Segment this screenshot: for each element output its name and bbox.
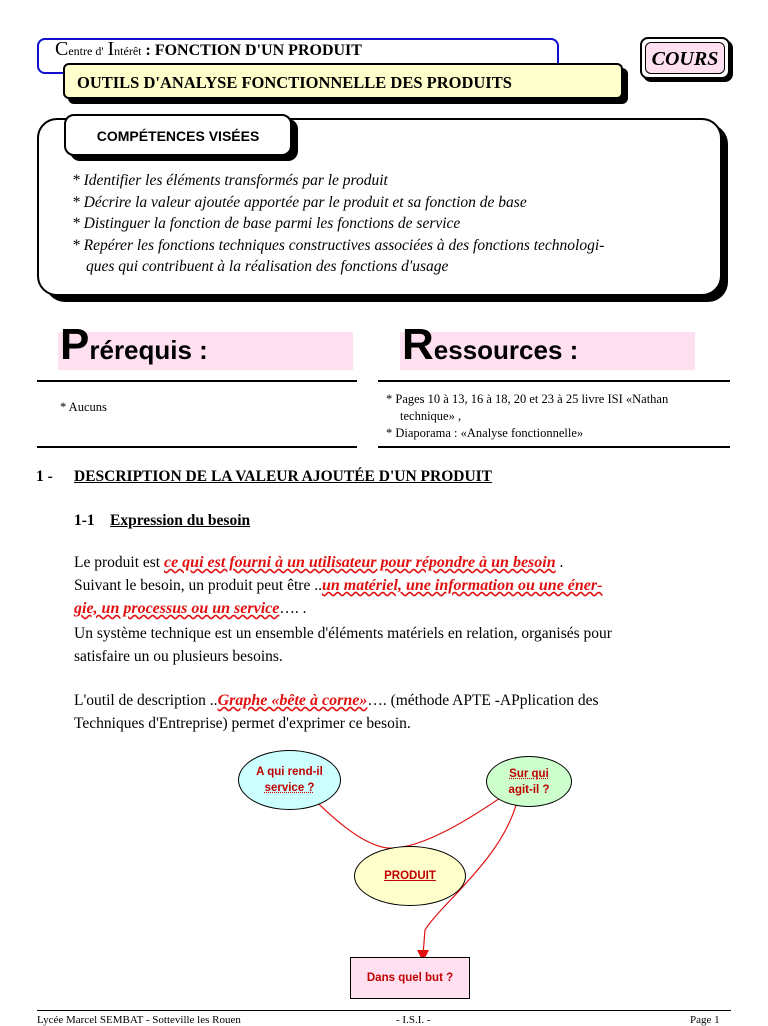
competence-item: ques qui contribuent à la réalisation des fonctions d'usage (86, 258, 449, 275)
answer-text: Graphe «bête à corne» (217, 692, 368, 709)
answer-text: un matériel, une information ou une éner- (321, 577, 603, 594)
bubble-produit (354, 846, 466, 906)
ressources-line: * Diaporama : «Analyse fonctionnelle» (386, 426, 584, 440)
bubble-label: PRODUIT (384, 870, 436, 882)
subsection-number: 1-1 (74, 512, 95, 529)
ressources-line: technique» , (400, 409, 462, 423)
competence-item: * Distinguer la fonction de base parmi les fonctions de service (72, 215, 461, 232)
paragraph-line: L'outil de description ..Graphe «bête à corne»…. (méthode APTE -APplication des (74, 692, 599, 709)
competence-item: * Décrire la valeur ajoutée apportée par le produit et sa fonction de base (72, 193, 527, 211)
bubble-a-qui (238, 750, 341, 810)
competence-item: * Identifier les éléments transformés par le produit (72, 172, 388, 189)
paragraph-line: Le produit est ce qui est fourni à un utilisateur pour répondre à un besoin . (74, 554, 564, 571)
bubble-sur-qui (486, 756, 572, 807)
box-dans-quel-but: Dans quel but ? (350, 957, 470, 999)
subsection-title: Expression du besoin (110, 512, 251, 529)
subtitle-banner: OUTILS D'ANALYSE FONCTIONNELLE DES PRODUITS (63, 63, 623, 99)
paragraph-line: Suivant le besoin, un produit peut être ..un matériel, une information ou une éner- (74, 577, 603, 594)
cours-badge-label: COURS (645, 42, 725, 74)
footer-left: Lycée Marcel SEMBAT - Sotteville les Rouen (37, 1014, 241, 1026)
centre-interet-title: Centre d' Intérêt : FONCTION D'UN PRODUIT (55, 38, 362, 60)
footer-page: Page 1 (690, 1014, 720, 1026)
ressources-heading: Ressources : (402, 320, 579, 369)
bubble-label: service ? (264, 782, 315, 794)
footer-center: - I.S.I. - (396, 1014, 431, 1026)
bubble-label: agit-il ? (508, 783, 550, 796)
footer-rule (37, 1010, 731, 1011)
paragraph-line: satisfaire un ou plusieurs besoins. (74, 648, 283, 665)
paragraph-line: gie, un processus ou un service…. . (74, 600, 307, 617)
competence-item: * Repérer les fonctions techniques constructives associées à des fonctions technologi- (72, 236, 605, 254)
paragraph-line: Un système technique est un ensemble d'éléments matériels en relation, organisés pour (74, 625, 612, 642)
ressources-line: * Pages 10 à 13, 16 à 18, 20 et 23 à 25 livre ISI «Nathan (386, 392, 669, 406)
competences-title: COMPÉTENCES VISÉES (64, 114, 292, 156)
prerequis-heading: Prérequis : (60, 320, 208, 369)
section-title: DESCRIPTION DE LA VALEUR AJOUTÉE D'UN PRODUIT (74, 468, 493, 485)
prerequis-text: * Aucuns (60, 400, 107, 414)
section-number: 1 - (36, 468, 53, 485)
paragraph-line: Techniques d'Entreprise) permet d'exprimer ce besoin. (74, 715, 411, 732)
bubble-label: A qui rend-il (256, 766, 323, 778)
bubble-label: Sur qui (509, 767, 549, 780)
answer-text: gie, un processus ou un service (74, 600, 280, 617)
answer-text: ce qui est fourni à un utilisateur pour répondre à un besoin (163, 554, 556, 571)
